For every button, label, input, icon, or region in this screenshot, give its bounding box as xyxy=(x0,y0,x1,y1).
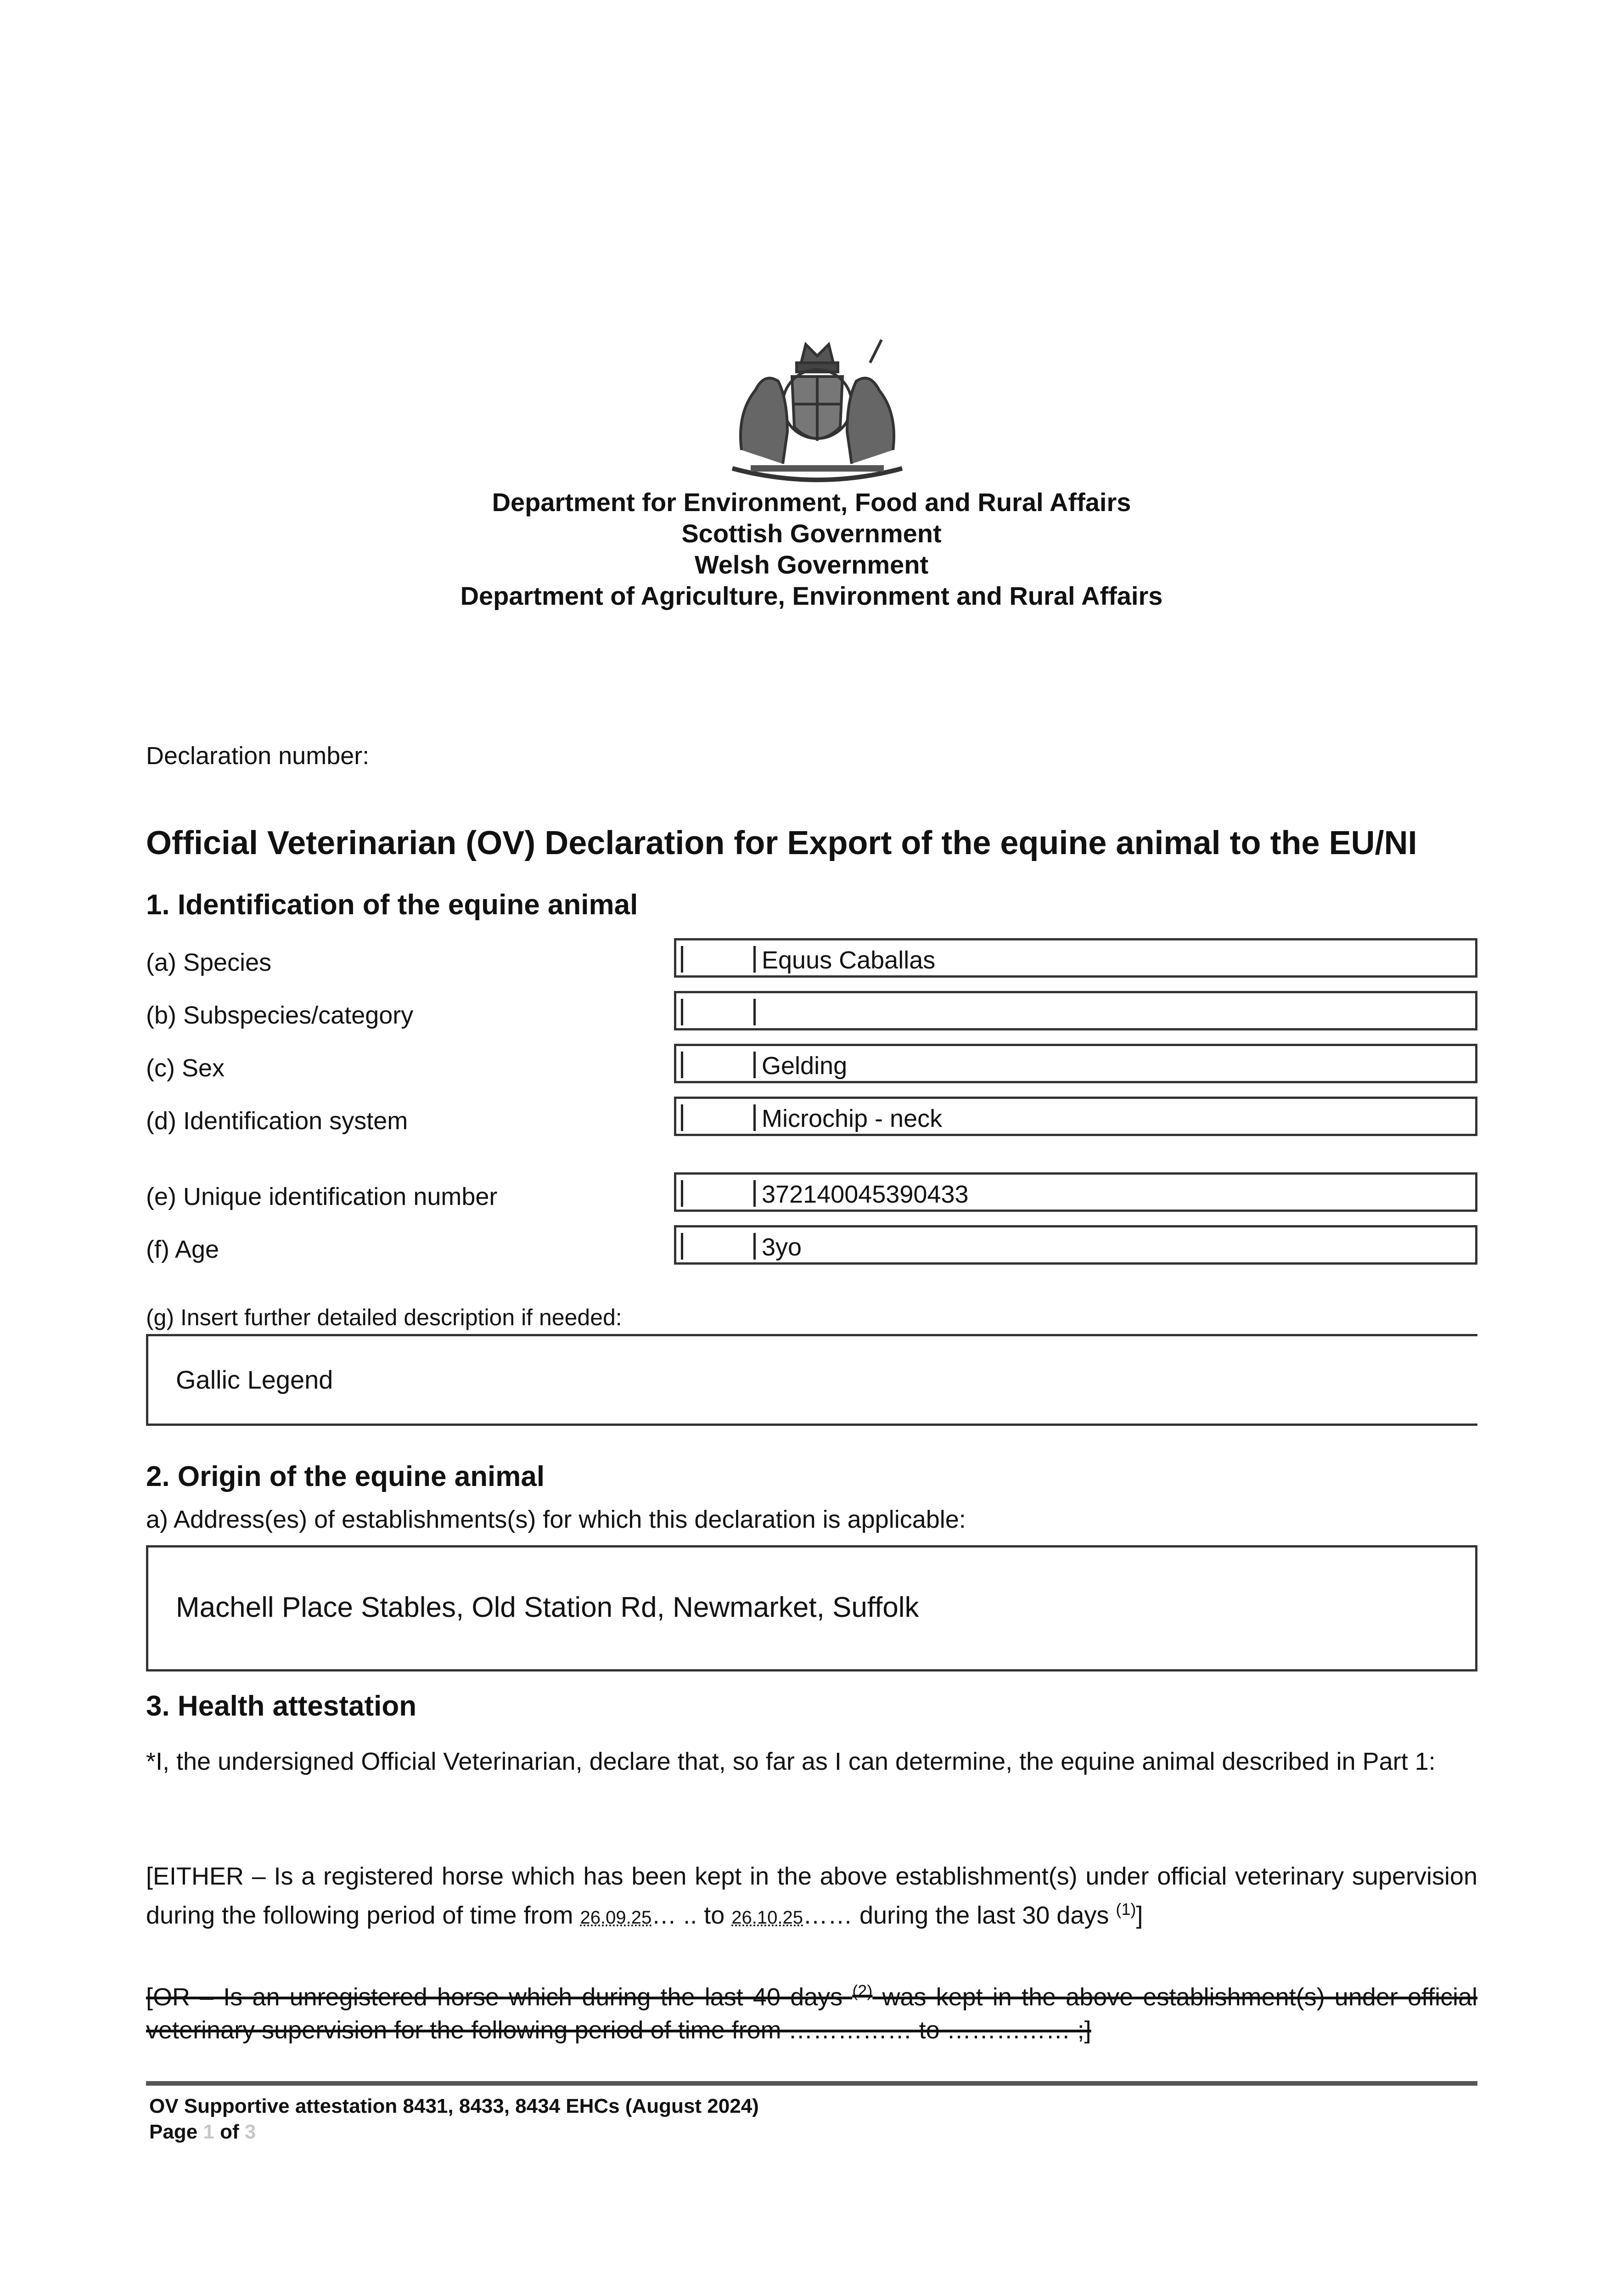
either-text-1: [EITHER – Is a registered horse which has been kept in the above establishment(s) under official veterinary supervision during the following period of time from xyxy=(146,1863,1477,1929)
identification-system-field[interactable] xyxy=(674,1097,1477,1136)
footer-page-total: 3 xyxy=(244,2121,256,2143)
either-clause xyxy=(146,1860,1477,1934)
or-text-2: was kept in the above establishment(s) under official veterinary supervision for the following period of time from …………… to …………… ;] xyxy=(146,1983,1477,2044)
declaration-number-label: Declaration number: xyxy=(146,742,370,770)
subspecies-label: (b) Subspecies/category xyxy=(146,1002,414,1029)
or-footnote-2: (2) xyxy=(852,1981,873,2000)
species-label: (a) Species xyxy=(146,949,272,976)
footer-of-word: of xyxy=(220,2121,239,2143)
subspecies-field[interactable] xyxy=(674,991,1477,1030)
address-value: Machell Place Stables, Old Station Rd, Newmarket, Suffolk xyxy=(176,1592,919,1623)
or-text-1: [OR – Is an unregistered horse which during the last 40 days xyxy=(146,1983,843,2011)
identification-system-value: Microchip - neck xyxy=(762,1105,943,1132)
unique-id-value: 372140045390433 xyxy=(762,1181,969,1208)
sex-value: Gelding xyxy=(762,1052,848,1080)
unique-id-label: (e) Unique identification number xyxy=(146,1183,498,1210)
either-to-word: to xyxy=(704,1902,725,1929)
section1-heading: 1. Identification of the equine animal xyxy=(146,889,638,921)
address-field[interactable] xyxy=(146,1545,1477,1671)
or-clause-struck xyxy=(146,1975,1477,2047)
either-to-date[interactable]: 26.10.25 xyxy=(731,1908,803,1928)
age-value: 3yo xyxy=(762,1233,802,1261)
further-description-field[interactable] xyxy=(146,1334,1477,1426)
species-value: Equus Caballas xyxy=(762,946,936,974)
health-attestation-intro: *I, the undersigned Official Veterinarian, declare that, so far as I can determine, the equine animal described in Part 1: xyxy=(146,1748,1436,1775)
either-dots-1: … .. xyxy=(651,1902,697,1929)
footer-page-number xyxy=(149,2121,256,2144)
footer-attestation-ref: OV Supportive attestation 8431, 8433, 8434 EHCs (August 2024) xyxy=(149,2095,759,2117)
identification-system-label: (d) Identification system xyxy=(146,1107,408,1135)
age-label: (f) Age xyxy=(146,1236,219,1263)
section3-heading: 3. Health attestation xyxy=(146,1690,417,1722)
species-field[interactable] xyxy=(674,938,1477,978)
sex-field[interactable] xyxy=(674,1044,1477,1083)
address-label: a) Address(es) of establishments(s) for which this declaration is applicable: xyxy=(146,1506,966,1533)
section2-heading: 2. Origin of the equine animal xyxy=(146,1461,545,1492)
age-field[interactable] xyxy=(674,1225,1477,1265)
footer-divider xyxy=(146,2081,1477,2086)
either-from-date[interactable]: 26.09.25 xyxy=(580,1908,652,1928)
header-welsh-government: Welsh Government xyxy=(694,550,929,579)
either-text-2: during the last 30 days xyxy=(859,1902,1109,1929)
page-title: Official Veterinarian (OV) Declaration for Export of the equine animal to the EU/NI xyxy=(146,825,1417,861)
unique-id-field[interactable] xyxy=(674,1172,1477,1212)
either-dots-2: …… xyxy=(803,1902,853,1929)
either-end: ] xyxy=(1136,1902,1143,1929)
header-daera: Department of Agriculture, Environment and Rural Affairs xyxy=(460,581,1163,610)
sex-label: (c) Sex xyxy=(146,1054,225,1082)
footer-page-word: Page xyxy=(149,2121,198,2143)
further-description-label: (g) Insert further detailed description if needed: xyxy=(146,1305,622,1330)
royal-coat-of-arms-icon xyxy=(723,331,911,482)
footer-page-current: 1 xyxy=(203,2121,214,2143)
further-description-value: Gallic Legend xyxy=(176,1365,333,1394)
header-scottish-government: Scottish Government xyxy=(681,519,942,548)
header-department-defra: Department for Environment, Food and Rural Affairs xyxy=(492,488,1131,517)
either-footnote-1: (1) xyxy=(1116,1900,1136,1919)
